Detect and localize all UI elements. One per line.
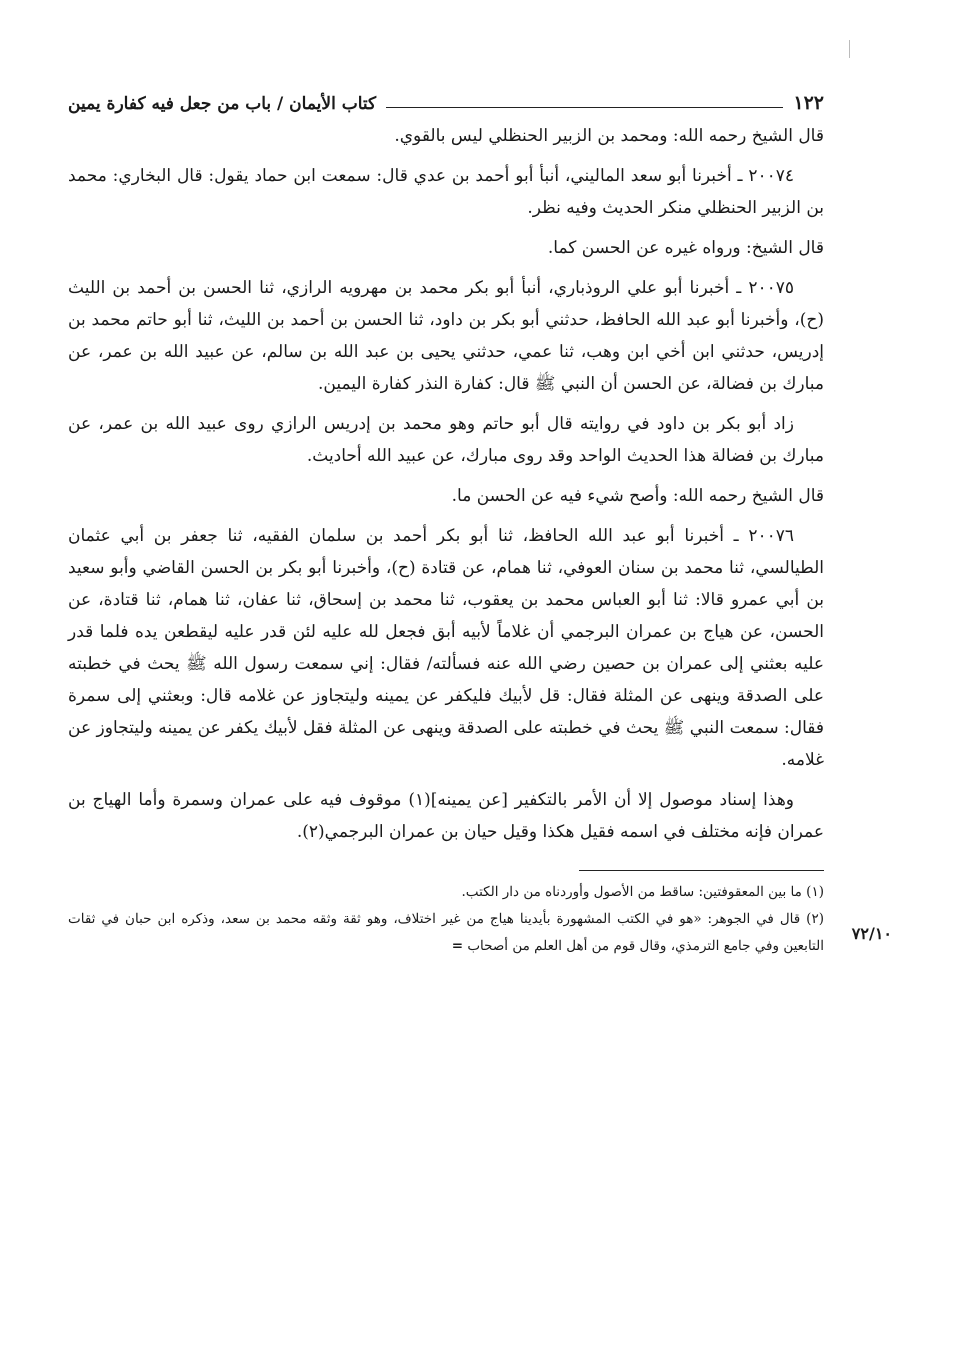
hadith-paragraph: ٢٠٠٧٦ ـ أخبرنا أبو عبد الله الحافظ، ثنا أبو بكر أحمد بن سلمان الفقيه، ثنا جعفر بن أبي عثمان الطيالسي، ثنا محمد بن سنان العوفي، ثنا همام، عن قتادة (ح)، وأخبرنا أبو بكر بن الحسن القاضي وأبو سعيد بن أبي عمرو قالا: ثنا أبو العباس محمد بن يعقوب، ثنا محمد بن إسحاق، ثنا عفان، ثنا همام، ثنا قتادة، عن الحسن، عن هياج بن عمران البرجمي أن غلاماً لأبيه أبق فجعل لله عليه لئن قدر عليه ليقطعن يده فلما قدر عليه بعثني إلى عمران بن حصين رضي الله عنه فسألته/ فقال: إني سمعت رسول الله ﷺ يحث في خطبته على الصدقة وينهى عن المثلة فقال: قل لأبيك فليكفر عن يمينه وليتجاوز عن غلامه قال: وبعثني إلى سمرة فقال: سمعت النبي ﷺ يحث في خطبته على الصدقة وينهى عن المثلة فقل لأبيك يكفر عن يمينه وليتجاوز عن غلامه. — [68, 526, 824, 770]
paragraph: قال الشيخ: ورواه غيره عن الحسن كما. — [547, 238, 824, 258]
footnote-2-text: (٢) قال في الجوهر: «هو في الكتب المشهورة بأيدينا هياج من غير اختلاف، وهو ثقة وثقه محمد بن سعد، وذكره ابن حبان في ثقات التابعين وفي جامع الترمذي، وقال قوم من أهل العلم من أصحاب — [68, 911, 824, 954]
footnotes — [68, 879, 824, 960]
footnote-1: (١) ما بين المعقوفتين: ساقط من الأصول وأوردناه من دار الكتب. — [461, 884, 824, 900]
footnote-rule — [68, 856, 824, 875]
main-text — [68, 120, 824, 848]
footnote-2 — [68, 906, 824, 960]
paragraph: قال الشيخ رحمه الله: وأصح شيء فيه عن الحسن ما. — [451, 486, 824, 506]
header-rule — [386, 107, 783, 108]
paragraph: وهذا إسناد موصول إلا أن الأمر بالتكفير [عن يمينه](١) موقوف فيه على عمران وسمرة وأما الهياج بن عمران فإنه مختلف في اسمه فقيل هكذا وقيل حيان بن عمران البرجمي(٢). — [68, 790, 824, 842]
running-header — [68, 84, 824, 114]
paragraph: زاد أبو بكر بن داود في روايته قال أبو حاتم وهو محمد بن إدريس الرازي روى عبيد الله بن عمر، عن مبارك بن فضالة هذا الحديث الواحد وقد روى مبارك، عن عبيد الله أحاديث. — [68, 414, 824, 466]
paragraph: قال الشيخ رحمه الله: ومحمد بن الزبير الحنظلي ليس بالقوي. — [394, 126, 824, 146]
hadith-paragraph: ٢٠٠٧٥ ـ أخبرنا أبو علي الروذباري، أنبأ أبو بكر محمد بن مهرويه الرازي، ثنا الحسن بن أحمد بن الليث (ح)، وأخبرنا أبو عبد الله الحافظ، حدثني أبو بكر بن داود، ثنا الحسن بن أحمد بن الليث، ثنا أبو حاتم محمد بن إدريس، حدثني ابن أخي ابن وهب، ثنا عمي، حدثني يحيى بن عبد الله بن سالم، عن عبيد الله بن عمر، عن مبارك بن فضالة، عن الحسن أن النبي ﷺ قال: كفارة النذر كفارة اليمين. — [68, 278, 824, 394]
page-number: ١٢٢ — [793, 92, 824, 114]
scan-mark — [849, 40, 850, 58]
continuation-mark: = — [451, 938, 464, 954]
marginal-reference: ٧٢/١٠ — [851, 924, 892, 943]
running-title: كتاب الأيمان / باب من جعل فيه كفارة يمين — [68, 94, 377, 114]
hadith-paragraph: ٢٠٠٧٤ ـ أخبرنا أبو سعد الماليني، أنبأ أبو أحمد بن عدي قال: سمعت ابن حماد يقول: قال البخاري: محمد بن الزبير الحنظلي منكر الحديث وفيه نظر. — [68, 166, 824, 218]
